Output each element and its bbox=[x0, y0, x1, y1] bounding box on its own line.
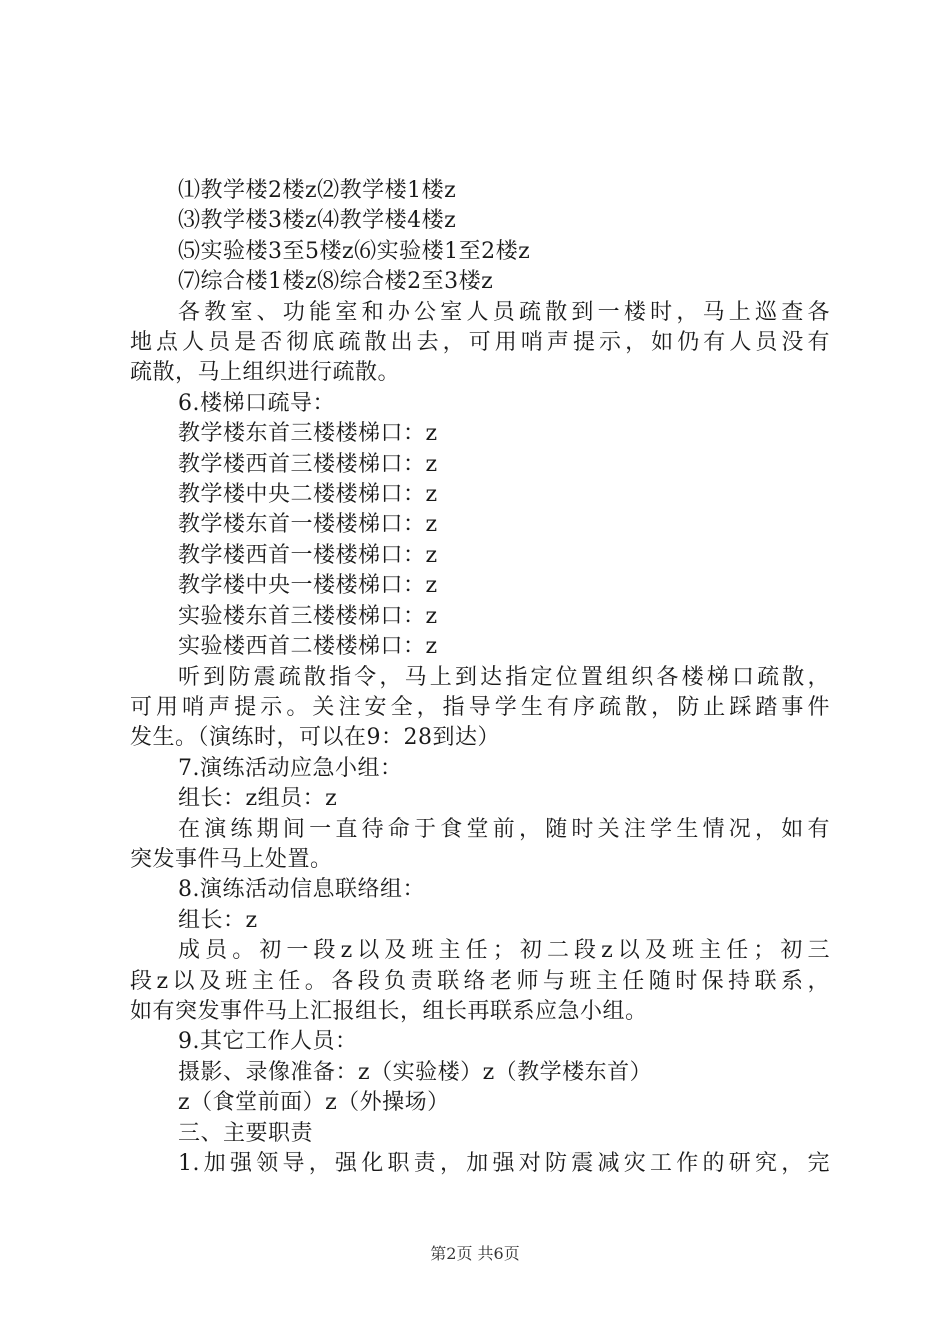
text-line: 摄影、录像准备：z（实验楼）z（教学楼东首） bbox=[178, 1059, 653, 1085]
section-heading: 三、主要职责 bbox=[178, 1120, 314, 1146]
text-line: 可用哨声提示。关注安全，指导学生有序疏散，防止踩踏事件 bbox=[130, 694, 830, 720]
page-number-footer: 第2页 共6页 bbox=[430, 1244, 520, 1263]
text-line: ⑴教学楼2楼z⑵教学楼1楼z bbox=[178, 178, 457, 203]
section-heading: 6.楼梯口疏导： bbox=[178, 390, 335, 416]
text-line: ⑸实验楼3至5楼z⑹实验楼1至2楼z bbox=[178, 238, 531, 264]
text-line: 如有突发事件马上汇报组长，组长再联系应急小组。 bbox=[130, 998, 648, 1024]
section-heading: 8.演练活动信息联络组： bbox=[178, 877, 425, 903]
text-line: 听到防震疏散指令，马上到达指定位置组织各楼梯口疏散， bbox=[178, 664, 830, 690]
document-body bbox=[130, 176, 830, 1179]
text-line: 教学楼中央二楼楼梯口：z bbox=[178, 482, 438, 508]
text-line: 教学楼东首三楼楼梯口：z bbox=[178, 421, 438, 447]
text-line: 段z以及班主任。各段负责联络老师与班主任随时保持联系， bbox=[130, 968, 830, 994]
text-line: 教学楼西首一楼楼梯口：z bbox=[178, 542, 438, 568]
text-line: 实验楼东首三楼楼梯口：z bbox=[178, 603, 438, 629]
text-line: 发生。（演练时，可以在9：28到达） bbox=[130, 725, 500, 751]
text-line: 突发事件马上处置。 bbox=[130, 846, 333, 872]
text-line: 成员。初一段z以及班主任；初二段z以及班主任；初三 bbox=[178, 938, 830, 964]
text-line: 1.加强领导，强化职责，加强对防震减灾工作的研究，完 bbox=[178, 1151, 830, 1176]
text-line: 组长：z bbox=[178, 907, 258, 933]
text-line: 地点人员是否彻底疏散出去，可用哨声提示，如仍有人员没有 bbox=[130, 330, 830, 356]
text-line: 在演练期间一直待命于食堂前，随时关注学生情况，如有 bbox=[178, 816, 830, 842]
text-line: ⑺综合楼1楼z⑻综合楼2至3楼z bbox=[178, 269, 494, 295]
text-line: 教学楼东首一楼楼梯口：z bbox=[178, 512, 438, 538]
text-line: z（食堂前面）z（外操场） bbox=[178, 1090, 450, 1116]
text-line: 教学楼西首三楼楼梯口：z bbox=[178, 451, 438, 477]
text-line: 教学楼中央一楼楼梯口：z bbox=[178, 573, 438, 599]
section-heading: 7.演练活动应急小组： bbox=[178, 755, 403, 781]
text-line: 疏散，马上组织进行疏散。 bbox=[130, 360, 401, 386]
text-line: ⑶教学楼3楼z⑷教学楼4楼z bbox=[178, 208, 457, 234]
text-line: 各教室、功能室和办公室人员疏散到一楼时，马上巡查各 bbox=[178, 299, 830, 325]
text-line: 实验楼西首二楼楼梯口：z bbox=[178, 634, 438, 660]
text-line: 组长：z组员：z bbox=[178, 786, 338, 812]
section-heading: 9.其它工作人员： bbox=[178, 1029, 358, 1055]
